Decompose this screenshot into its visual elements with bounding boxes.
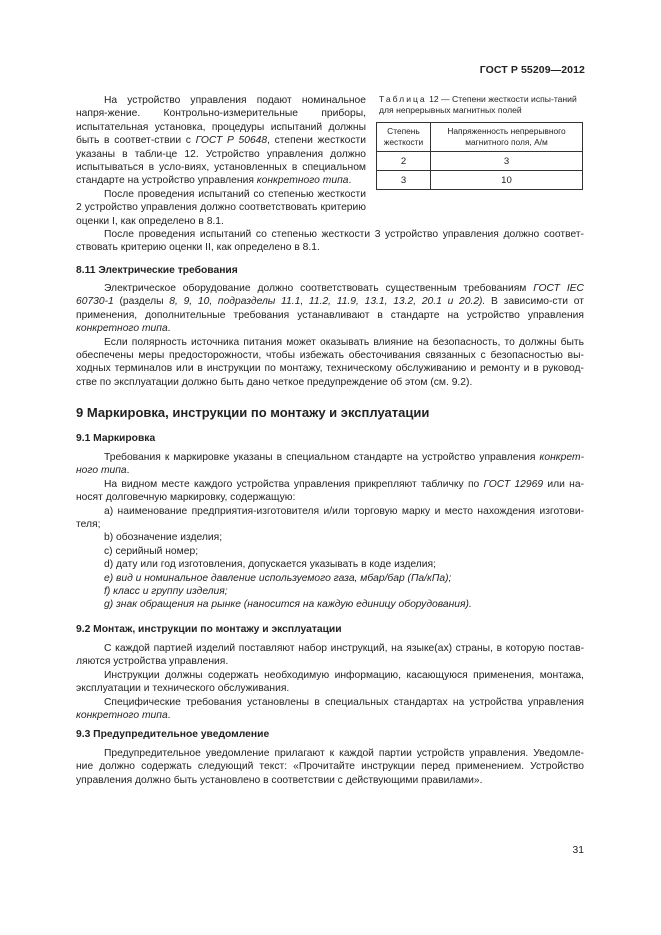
section-9-2-text — [76, 642, 584, 722]
italic-term: конкрет-ного типа — [76, 452, 584, 477]
table-cell: 3 — [431, 152, 583, 171]
table-caption — [379, 94, 584, 116]
text-run: . — [348, 175, 352, 187]
list-item: f) класс и группу изделия; — [104, 586, 228, 598]
text-run: , степени жесткости указаны в табли-це 12. Устройство управления должно испытываться в усло-виях, установленных в специальном стандарте на устройство управления — [76, 135, 366, 187]
table-row — [377, 171, 583, 190]
full-width-text — [76, 228, 584, 255]
text-run: . — [126, 465, 130, 477]
table-caption-text: 12 — Степени жесткости испы-таний для непрерывных магнитных полей — [379, 94, 577, 115]
italic-term: 8, 9, 10, подразделы 11.1, 11.2, 11.9, 13.1, 13.2, 20.1 и 20.2). — [169, 296, 486, 308]
list-item: c) серийный номер; — [104, 545, 199, 557]
standard-reference: ГОСТ IEC 60730-1 — [76, 283, 584, 308]
italic-term: конкретного типа — [76, 323, 168, 335]
list-item: e) вид и номинальное давление используемого газа, мбар/бар (Па/кПа); — [104, 572, 452, 584]
table-caption-label: Таблица — [379, 94, 427, 104]
list-item: g) знак обращения на рынке (наносится на каждую единицу оборудования). — [104, 599, 472, 611]
section-9-3-text — [76, 747, 584, 787]
section-heading: 9.2 Монтаж, инструкции по монтажу и эксплуатации — [76, 624, 342, 635]
table-cell: 2 — [377, 152, 431, 171]
list-item: d) дату или год изготовления, допускается указывать в коде изделия; — [104, 559, 436, 571]
page-number: 31 — [572, 845, 584, 856]
paragraph: С каждой партией изделий поставляют набор инструкций, на языке(ах) страны, в которую постав-ляются устройства управления. — [76, 643, 584, 668]
paragraph — [76, 282, 584, 336]
italic-term: конкретного типа — [76, 710, 168, 722]
table-header-cell: Степень жесткости — [377, 123, 431, 152]
standard-reference: ГОСТ Р 50648 — [195, 135, 268, 147]
paragraph: Если полярность источника питания может оказывать влияние на безопасность, то должны быть обеспечены меры предосторожности, чтобы избежать обесточивания связанных с безопасностью вы-ходных терминалов или в инструкции по монтажу, техническому обслуживанию и ремонту и в руковод-стве по эксплуатации должно быть дано четкое предупреждение об этом (см. 9.2). — [76, 336, 584, 388]
paragraph: После проведения испытаний со степенью жесткости 2 устройство управления должно соответствовать критерию оценки I, как определено в 8.1. — [76, 188, 366, 227]
text-run: Требования к маркировке указаны в специальном стандарте на устройство управления — [104, 452, 540, 463]
standard-reference: ГОСТ 12969 — [483, 478, 544, 490]
paragraph — [76, 478, 584, 505]
table-cell: 3 — [377, 171, 431, 190]
list-item: a) наименование предприятия-изготовителя и/или торговую марку и место нахождения изготови-теля; — [76, 505, 584, 531]
section-9-1-text — [76, 451, 584, 612]
table-row — [377, 152, 583, 171]
text-run: Электрическое оборудование должно соответствовать существенным требованиям — [104, 283, 534, 294]
paragraph: После проведения испытаний со степенью жесткости 3 устройство управления должно соответ-ствовать критерию оценки II, как определено в 8.1. — [76, 229, 584, 254]
table-header-cell: Напряженность непрерывного магнитного поля, А/м — [431, 123, 583, 152]
paragraph: Инструкции должны содержать необходимую информацию, касающуюся применения, монтажа, эксплуатации и технического обслуживания. — [76, 669, 584, 695]
text-run: . — [167, 323, 171, 335]
italic-term: конкретного типа — [256, 175, 349, 187]
left-column-text — [76, 94, 366, 228]
text-run: (разделы — [113, 296, 170, 308]
paragraph: Предупредительное уведомление прилагают к каждой партии устройств управления. Уведомле-ние должно содержать следующий текст: «Прочитайте инструкции перед применением. Устройство управления должно быть установлено в соответствии с действующими правилами». — [76, 748, 584, 786]
text-run: В зависимо-сти от применения, дополнительные требования устанавливают в стандарте на устройство управления — [76, 296, 584, 321]
section-heading: 9.3 Предупредительное уведомление — [76, 729, 270, 740]
paragraph — [76, 451, 584, 478]
text-run: Специфические требования установлены в специальных стандартах на устройства управления — [104, 696, 584, 708]
text-run: или на-носят долговечную маркировку, содержащую: — [76, 478, 584, 504]
paragraph — [76, 94, 366, 188]
section-8-11-text — [76, 282, 584, 389]
section-heading: 9.1 Маркировка — [76, 433, 156, 444]
text-run: На устройство управления подают номинальное напря-жение. Контрольно-измерительные приборы, испытательная установка, процедуры испытаний должны быть в соответ-ствии с — [76, 95, 366, 147]
table-header-row — [377, 123, 583, 152]
chapter-heading: 9 Маркировка, инструкции по монтажу и эксплуатации — [76, 405, 430, 420]
text-run: . — [167, 710, 171, 722]
list-item: b) обозначение изделия; — [104, 532, 223, 544]
paragraph — [76, 696, 584, 723]
text-run: На видном месте каждого устройства управления прикрепляют табличку по — [104, 478, 484, 490]
table-cell: 10 — [431, 171, 583, 190]
section-heading: 8.11 Электрические требования — [76, 265, 238, 276]
table-12 — [376, 122, 583, 190]
document-id: ГОСТ Р 55209—2012 — [479, 64, 585, 76]
